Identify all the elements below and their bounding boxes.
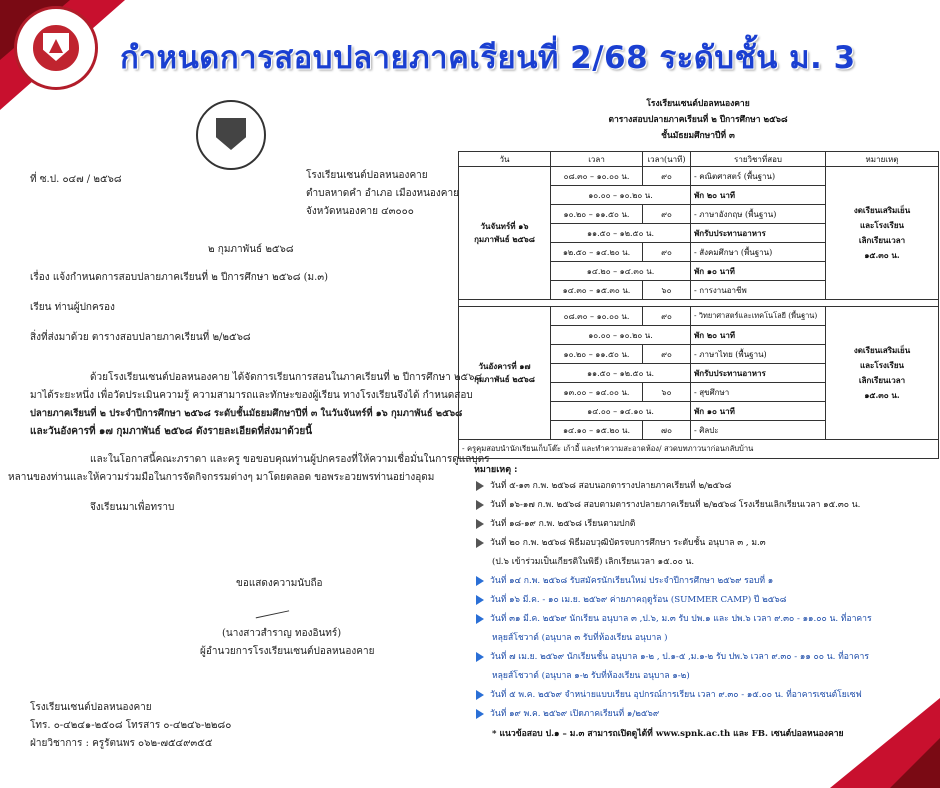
break-time-cell: ๑๔.๐๐ – ๑๔.๑๐ น. <box>551 402 691 421</box>
footnote-row <box>459 440 939 459</box>
footer-school: โรงเรียนเซนต์ปอลหนองคาย <box>30 702 152 713</box>
arrow-bullet-icon <box>476 519 484 529</box>
schedule-level: ชั้นมัธยมศึกษาปีที่ ๓ <box>661 131 735 141</box>
day2-line2: กุมภาพันธ์ ๒๕๖๘ <box>474 374 535 384</box>
remark-text: วันที่ ๑๙ พ.ค. ๒๕๖๙ เปิดภาคเรียนที่ ๑/๒๕๖๙ <box>490 709 660 719</box>
subject-cell: - วิทยาศาสตร์และเทคโนโลยี (พื้นฐาน) <box>691 307 826 326</box>
time-cell: ๐๘.๓๐ – ๑๐.๐๐ น. <box>551 167 643 186</box>
remark-text: วันที่ ๑๖ มี.ค. - ๑๐ เม.ย. ๒๕๖๙ ค่ายภาคฤดูร้อน (SUMMER CAMP) ปี ๒๕๖๘ <box>490 595 787 605</box>
header-cell: รายวิชาที่สอบ <box>691 152 826 167</box>
letter-body-line: ปลายภาคเรียนที่ ๒ ประจำปีการศึกษา ๒๕๖๘ ระดับชั้นมัธยมศึกษาปีที่ ๓ ในวันจันทร์ที่ ๑๖ กุมภาพันธ์ ๒๕๖๘ <box>30 408 463 419</box>
day-separator <box>459 300 939 307</box>
letter-body-line: มาได้ระยะหนึ่ง เพื่อวัดประเมินความรู้ ความสามารถและทักษะของผู้เรียน ทางโรงเรียนจึงได้ กำหนดสอบ <box>30 390 473 401</box>
signature-icon <box>253 597 289 619</box>
note-line: งดเรียนเสริมเย็น <box>853 345 911 355</box>
remark-item <box>476 649 869 663</box>
remarks-heading: หมายเหตุ : <box>474 465 518 475</box>
day2-line1: วันอังคารที่ ๑๗ <box>478 361 531 371</box>
day1-line2: กุมภาพันธ์ ๒๕๖๘ <box>474 234 535 244</box>
arrow-bullet-icon <box>476 614 484 624</box>
subject-cell: - สุขศึกษา <box>691 383 826 402</box>
schedule-school: โรงเรียนเซนต์ปอลหนองคาย <box>646 99 750 109</box>
minutes-cell: ๙๐ <box>643 243 691 262</box>
break-time-cell: ๑๑.๕๐ – ๑๒.๕๐ น. <box>551 364 691 383</box>
remark-text: วันที่ ๓๑ มี.ค. ๒๕๖๙ นักเรียน อนุบาล ๓ ,ป.๖, ม.๓ รับ ปพ.๑ และ ปพ.๖ เวลา ๙.๓๐ - ๑๑.๐๐ น. ที่อาคาร <box>490 614 872 624</box>
letter-body-line: ด้วยโรงเรียนเซนต์ปอลหนองคาย ได้จัดการเรียนการสอนในภาคเรียนที่ ๒ ปีการศึกษา ๒๕๖๘ <box>90 372 483 383</box>
minutes-cell: ๗๐ <box>643 421 691 440</box>
footer-contact: ฝ่ายวิชาการ : ครูรัตนพร ๐๖๒-๗๕๔๙๓๕๕ <box>30 738 213 749</box>
remark-item <box>492 668 690 682</box>
signer-name: (นางสาวสำราญ ทองอินทร์) <box>222 628 342 639</box>
letter-body2-line: และในโอกาสนี้คณะภราดา และครู ขอขอบคุณท่านผู้ปกครองที่ให้ความเชื่อมั่นในการดูแลบุตร <box>90 454 490 465</box>
remark-text: หลุยส์โชวาต์ (อนุบาล ๑-๒ รับที่ห้องเรียน อนุบาล ๑-๒) <box>492 671 690 681</box>
letter-attachment: สิ่งที่ส่งมาด้วย ตารางสอบปลายภาคเรียนที่ ๒/๒๕๖๘ <box>30 332 251 343</box>
schedule-title: ตารางสอบปลายภาคเรียนที่ ๒ ปีการศึกษา ๒๕๖๘ <box>608 115 788 125</box>
remark-item <box>476 706 659 720</box>
remark-text: วันที่ ๑๖-๑๗ ก.พ. ๒๕๖๘ สอบตามตารางปลายภาคเรียนที่ ๒/๒๕๖๘ โรงเรียนเลิกเรียนเวลา ๑๕.๓๐ น. <box>490 500 861 510</box>
page-title: กำหนดการสอบปลายภาคเรียนที่ 2/68 ระดับชั้น ม. 3 <box>120 40 856 76</box>
minutes-cell: ๙๐ <box>643 167 691 186</box>
letter-date: ๒ กุมภาพันธ์ ๒๕๖๘ <box>208 244 294 255</box>
school-logo <box>14 6 98 90</box>
remark-item <box>476 516 635 530</box>
remark-item <box>476 592 786 606</box>
note-line: เลิกเรียนเวลา <box>858 375 906 385</box>
note-line: ๑๕.๓๐ น. <box>864 250 900 260</box>
remark-text: วันที่ ๕ พ.ค. ๒๕๖๙ จำหน่ายแบบเรียน อุปกรณ์การเรียน เวลา ๙.๓๐ - ๑๕.๐๐ น. ที่อาคารเซนต์โยเซฟ <box>490 690 862 700</box>
doc-number: ที่ ซ.ป. ๐๔๗ / ๒๕๖๘ <box>30 174 122 185</box>
time-cell: ๑๒.๕๐ – ๑๔.๒๐ น. <box>551 243 643 262</box>
day2-note-cell <box>826 307 939 440</box>
table-row <box>459 167 939 186</box>
remarks-footer: * แนวข้อสอบ ป.๑ – ม.๓ สามารถเปิดดูได้ที่ www.spnk.ac.th และ FB. เซนต์ปอลหนองคาย <box>492 729 844 739</box>
time-cell: ๐๘.๓๐ – ๑๐.๐๐ น. <box>551 307 643 326</box>
letter-school: โรงเรียนเซนต์ปอลหนองคาย <box>306 170 428 181</box>
time-cell: ๑๔.๓๐ – ๑๕.๓๐ น. <box>551 281 643 300</box>
remark-text: (ป.๖ เข้าร่วมเป็นเกียรติในพิธี) เลิกเรียนเวลา ๑๕.๐๐ น. <box>492 557 695 567</box>
minutes-cell: ๙๐ <box>643 205 691 224</box>
schedule-table <box>458 151 939 459</box>
time-cell: ๑๐.๒๐ – ๑๑.๕๐ น. <box>551 345 643 364</box>
break-time-cell: ๑๔.๒๐ – ๑๔.๓๐ น. <box>551 262 691 281</box>
subject-cell: - การงานอาชีพ <box>691 281 826 300</box>
header-cell: หมายเหตุ <box>826 152 939 167</box>
letter-body2-line: หลานของท่านและให้ความร่วมมือในการจัดกิจกรรมต่างๆ มาโดยตลอด ขอพระอวยพรท่านอย่างอุดม <box>8 472 435 483</box>
arrow-bullet-icon <box>476 709 484 719</box>
note-line: และโรงเรียน <box>859 220 905 230</box>
arrow-bullet-icon <box>476 595 484 605</box>
remark-item <box>476 497 860 511</box>
day1-line1: วันจันทร์ที่ ๑๖ <box>480 221 529 231</box>
time-cell: ๑๐.๒๐ – ๑๑.๕๐ น. <box>551 205 643 224</box>
break-label-cell: พัก ๒๐ นาที <box>691 186 826 205</box>
arrow-bullet-icon <box>476 576 484 586</box>
table-row <box>459 307 939 326</box>
break-label-cell: พักรับประทานอาหาร <box>691 364 826 383</box>
break-label-cell: พักรับประทานอาหาร <box>691 224 826 243</box>
letter-closing: จึงเรียนมาเพื่อทราบ <box>90 502 175 513</box>
letter-address-2: จังหวัดหนองคาย ๔๓๐๐๐ <box>306 206 414 217</box>
header-cell: เวลา <box>551 152 643 167</box>
letter-recipient: เรียน ท่านผู้ปกครอง <box>30 302 115 313</box>
minutes-cell: ๖๐ <box>643 281 691 300</box>
subject-cell: - คณิตศาสตร์ (พื้นฐาน) <box>691 167 826 186</box>
announcement-letter <box>0 100 490 788</box>
signer-title: ผู้อำนวยการโรงเรียนเซนต์ปอลหนองคาย <box>200 646 375 657</box>
break-label-cell: พัก ๑๐ นาที <box>691 402 826 421</box>
remark-item <box>492 630 668 644</box>
remark-text: วันที่ ๗ เม.ย. ๒๕๖๙ นักเรียนชั้น อนุบาล ๑-๒ , ป.๑-๕ ,ม.๑-๒ รับ ปพ.๖ เวลา ๙.๓๐ - ๑๑ ๐๐ น. ที่อาคาร <box>490 652 869 662</box>
arrow-bullet-icon <box>476 500 484 510</box>
remark-text: หลุยส์โชวาต์ (อนุบาล ๓ รับที่ห้องเรียน อนุบาล ) <box>492 633 668 643</box>
subject-cell: - ภาษาไทย (พื้นฐาน) <box>691 345 826 364</box>
remark-item <box>476 611 872 625</box>
note-line: และโรงเรียน <box>859 360 905 370</box>
footer-phone: โทร. ๐-๔๒๔๑-๒๕๐๘ โทรสาร ๐-๔๒๔๖-๒๒๘๐ <box>30 720 232 731</box>
schedule-footnote: - ครูคุมสอบนำนักเรียนเก็บโต๊ะ เก้าอี้ และทำความสะอาดห้อง/ สวดบทภาวนาก่อนกลับบ้าน <box>459 440 939 459</box>
minutes-cell: ๙๐ <box>643 307 691 326</box>
minutes-cell: ๙๐ <box>643 345 691 364</box>
letter-address-1: ตำบลหาดคำ อำเภอ เมืองหนองคาย <box>306 188 459 199</box>
arrow-bullet-icon <box>476 481 484 491</box>
arrow-bullet-icon <box>476 538 484 548</box>
remark-text: วันที่ ๒๐ ก.พ. ๒๕๖๘ พิธีมอบวุฒิบัตรจบการศึกษา ระดับชั้น อนุบาล ๓ , ม.๓ <box>490 538 766 548</box>
letter-regards: ขอแสดงความนับถือ <box>236 578 323 589</box>
arrow-bullet-icon <box>476 690 484 700</box>
day1-note-cell <box>826 167 939 300</box>
arrow-bullet-icon <box>476 652 484 662</box>
subject-cell: - ภาษาอังกฤษ (พื้นฐาน) <box>691 205 826 224</box>
remark-text: วันที่ ๑๘-๑๙ ก.พ. ๒๕๖๘ เรียนตามปกติ <box>490 519 636 529</box>
table-header-row <box>459 152 939 167</box>
break-time-cell: ๑๐.๐๐ – ๑๐.๒๐ น. <box>551 186 691 205</box>
break-time-cell: ๑๑.๕๐ – ๑๒.๕๐ น. <box>551 224 691 243</box>
remark-text: วันที่ ๑๔ ก.พ. ๒๕๖๘ รับสมัครนักเรียนใหม่ ประจำปีการศึกษา ๒๕๖๙ รอบที่ ๑ <box>490 576 774 586</box>
break-label-cell: พัก ๒๐ นาที <box>691 326 826 345</box>
remark-item <box>476 535 766 549</box>
day1-cell <box>459 167 551 300</box>
break-time-cell: ๑๐.๐๐ – ๑๐.๒๐ น. <box>551 326 691 345</box>
corner-decoration-bottom-right <box>810 698 940 788</box>
school-crest-icon <box>196 100 266 170</box>
break-label-cell: พัก ๑๐ นาที <box>691 262 826 281</box>
letter-body-line: และวันอังคารที่ ๑๗ กุมภาพันธ์ ๒๕๖๘ ดังรายละเอียดที่ส่งมาด้วยนี้ <box>30 426 313 437</box>
time-cell: ๑๓.๐๐ – ๑๔.๐๐ น. <box>551 383 643 402</box>
time-cell: ๑๔.๑๐ – ๑๕.๒๐ น. <box>551 421 643 440</box>
note-line: ๑๕.๓๐ น. <box>864 390 900 400</box>
remark-item <box>476 478 731 492</box>
header-cell: วัน <box>459 152 551 167</box>
minutes-cell: ๖๐ <box>643 383 691 402</box>
letter-subject: เรื่อง แจ้งกำหนดการสอบปลายภาคเรียนที่ ๒ ปีการศึกษา ๒๕๖๘ (ม.๓) <box>30 272 328 283</box>
day2-cell <box>459 307 551 440</box>
remark-item <box>476 687 862 701</box>
remark-item <box>476 573 773 587</box>
remark-item <box>492 554 694 568</box>
subject-cell: - ศิลปะ <box>691 421 826 440</box>
note-line: เลิกเรียนเวลา <box>858 235 906 245</box>
note-line: งดเรียนเสริมเย็น <box>853 205 911 215</box>
header-cell: เวลา(นาที) <box>643 152 691 167</box>
remark-text: วันที่ ๕-๑๓ ก.พ. ๒๕๖๘ สอบนอกตารางปลายภาคเรียนที่ ๒/๒๕๖๘ <box>490 481 732 491</box>
subject-cell: - สังคมศึกษา (พื้นฐาน) <box>691 243 826 262</box>
